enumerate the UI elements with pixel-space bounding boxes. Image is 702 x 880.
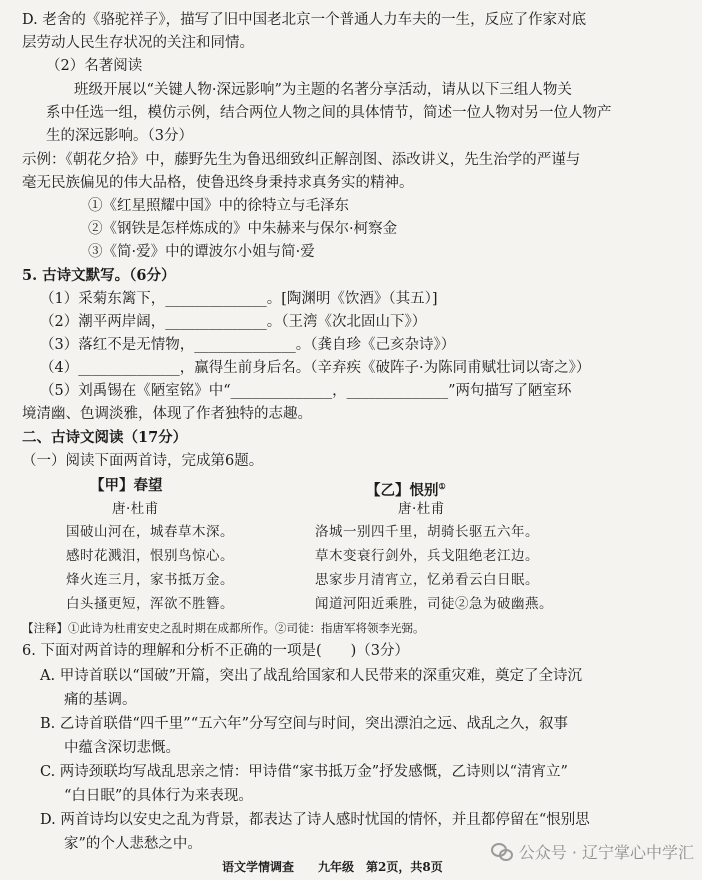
example-text: 示例：《朝花夕拾》中，藤野先生为鲁迅细致纠正解剖图、添改讲义，先生治学的严谨与: [22, 152, 581, 168]
annotation-note: 【注释】①此诗为杜甫安史之乱时期在成都所作。②司徒：指唐军将领李光弼。: [22, 621, 425, 635]
recite-item-1: （1）采菊东篱下，______________。[陶渊明《饮酒》（其五）]: [40, 291, 438, 307]
question-prompt: 班级开展以“关键人物·深远影响”为主题的名著分享活动，请从以下三组人物关: [74, 82, 572, 98]
reading-instruction: （一）阅读下面两首诗，完成第6题。: [22, 453, 264, 469]
option-a: A. 甲诗首联以“国破”开篇，突出了战乱给国家和人民带来的深重灾难，奠定了全诗沉: [40, 668, 583, 684]
watermark: [491, 840, 694, 863]
poem-a-title: 【甲】春望: [90, 477, 163, 494]
question-6-stem: 6. 下面对两首诗的理解和分析不正确的一项是( )（3分）: [22, 643, 409, 659]
option-c: C. 两诗颈联均写战乱思亲之情：甲诗借“家书抵万金”抒发感慨，乙诗则以“清宵立”: [40, 764, 568, 780]
poem-b-line: 闻道河阳近乘胜，司徒②急为破幽燕。: [315, 596, 553, 612]
poem-a-line: 白头搔更短，浑欲不胜簪。: [66, 596, 234, 612]
subsection-title: （2）名著阅读: [46, 58, 143, 74]
poem-b-line: 思家步月清宵立，忆弟看云白日眠。: [315, 572, 539, 588]
poem-b-footnote-mark: ①: [438, 481, 446, 491]
recite-item-5: （5）刘禹锡在《陋室铭》中“______________，______________”两句描写了陋室环: [40, 383, 572, 399]
recite-item-4: （4）______________，赢得生前身后名。（辛弃疾《破阵子·为陈同甫赋壮词以寄之》）: [40, 360, 591, 376]
poem-a-author: 唐·杜甫: [112, 501, 159, 517]
option-b-cont: 中蕴含深切悲慨。: [64, 740, 180, 756]
option-d-cont: 家”的个人悲愁之中。: [64, 836, 202, 852]
option-c-cont: “白日眠”的具体行为来表现。: [64, 788, 253, 804]
option-a-cont: 痛的基调。: [64, 692, 137, 708]
poem-b-author: 唐·杜甫: [398, 501, 445, 517]
choice-group-2: ②《钢铁是怎样炼成的》中朱赫来与保尔·柯察金: [88, 221, 398, 237]
wechat-icon: [491, 843, 513, 861]
recite-item-3: （3）落红不是无情物，______________。（龚自珍《己亥杂诗》）: [40, 337, 456, 353]
example-text-cont: 毫无民族偏见的伟大品格，使鲁迅终身秉持求真务实的精神。: [22, 175, 414, 191]
recite-item-2: （2）潮平两岸阔，______________。（王湾《次北固山下》）: [40, 314, 427, 330]
poem-a-line: 国破山河在，城春草木深。: [66, 524, 234, 540]
option-d-text-cont: 层劳动人民生存状况的关注和同情。: [22, 35, 254, 51]
poem-b-title: 【乙】恨别①: [366, 481, 446, 499]
question-prompt-cont: 系中任选一组，模仿示例，结合两位人物之间的具体情节，简述一位人物对另一位人物产: [46, 105, 612, 121]
page-footer: 语文学情调查 九年级 第2页，共8页: [222, 860, 443, 874]
section-2-title: 二、古诗文阅读（17分）: [22, 429, 188, 446]
option-b: B. 乙诗首联借“四千里”“五六年”分写空间与时间，突出漂泊之远、战乱之久，叙事: [40, 716, 569, 732]
watermark-text: 公众号 · 辽宁掌心中学汇: [518, 843, 694, 862]
recite-item-5-cont: 境清幽、色调淡雅，体现了作者独特的志趣。: [22, 406, 312, 422]
poem-a-line: 感时花溅泪，恨别鸟惊心。: [66, 548, 234, 564]
poem-b-line: 草木变衰行剑外，兵戈阻绝老江边。: [315, 548, 539, 564]
poem-a-line: 烽火连三月，家书抵万金。: [66, 572, 234, 588]
choice-group-1: ①《红星照耀中国》中的徐特立与毛泽东: [88, 198, 349, 214]
option-d: D. 两首诗均以安史之乱为背景，都表达了诗人感时忧国的情怀，并且都停留在“恨别思: [40, 812, 590, 828]
question-5-title: 5. 古诗文默写。（6分）: [22, 267, 176, 284]
poem-b-line: 洛城一别四千里，胡骑长驱五六年。: [315, 524, 539, 540]
question-prompt-cont: 生的深远影响。（3分）: [46, 128, 193, 144]
choice-group-3: ③《简·爱》中的谭波尔小姐与简·爱: [88, 244, 315, 260]
option-d-text: D. 老舍的《骆驼祥子》，描写了旧中国老北京一个普通人力车夫的一生，反应了作家对底: [22, 12, 587, 28]
